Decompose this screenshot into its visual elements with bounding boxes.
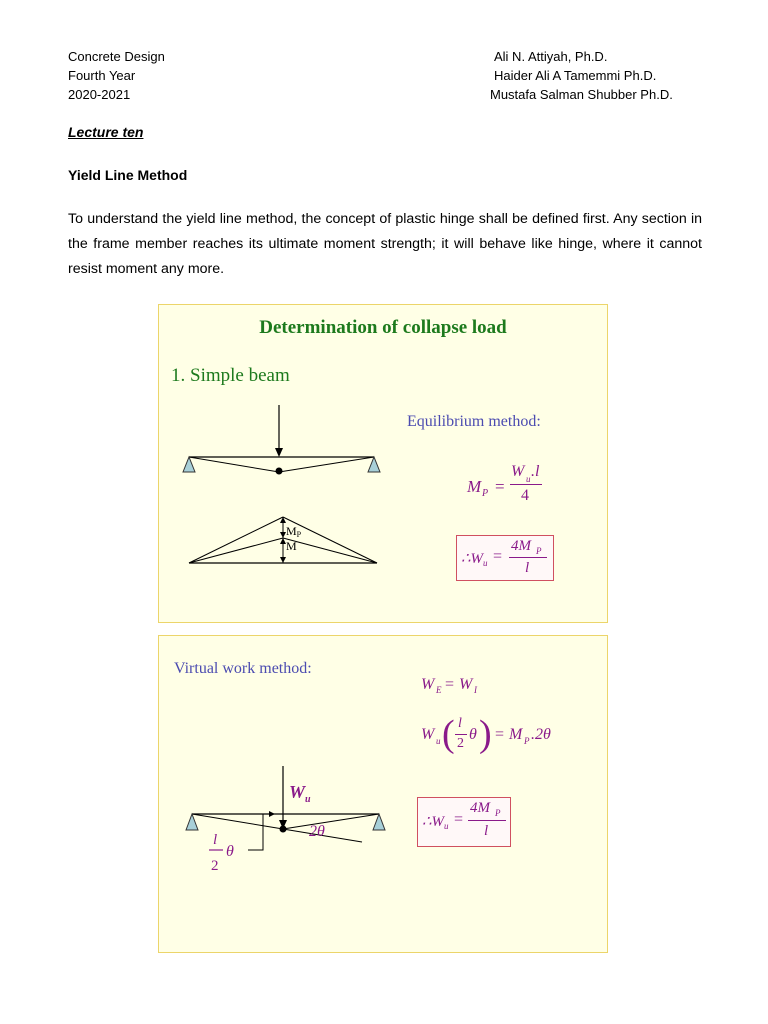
deflected-right xyxy=(283,814,379,829)
left-support-icon xyxy=(183,457,195,472)
left-support-icon xyxy=(186,814,198,830)
slide-collapse-load xyxy=(158,304,608,623)
mp-left xyxy=(189,517,283,563)
right-support-icon xyxy=(373,814,385,830)
deflected-left xyxy=(189,457,279,472)
academic-year: 2020-2021 xyxy=(68,87,131,102)
mp-right xyxy=(283,517,377,563)
lecture-title: Lecture ten xyxy=(68,124,144,140)
right-support-icon xyxy=(368,457,380,472)
m-right xyxy=(283,538,377,563)
course-year: Fourth Year xyxy=(68,68,136,83)
author-1: Ali N. Attiyah, Ph.D. xyxy=(494,49,608,64)
mp-label: MP xyxy=(286,524,302,539)
angle-label: 2θ xyxy=(309,823,325,840)
equation-mp: M P = W u .l 4 xyxy=(465,463,555,513)
plastic-hinge xyxy=(280,826,287,833)
slide-subtitle: 1. Simple beam xyxy=(171,365,290,386)
rotation-numerator: l xyxy=(213,832,218,848)
equation-work-balance: W E = W I xyxy=(421,676,477,695)
m-left xyxy=(189,538,283,563)
deflected-right xyxy=(279,457,374,472)
m-label: M xyxy=(286,539,297,553)
author-3: Mustafa Salman Shubber Ph.D. xyxy=(490,87,673,102)
author-2: Haider Ali A Tamemmi Ph.D. xyxy=(494,68,657,83)
load-arrow-head xyxy=(275,448,283,457)
equation-collapse-load-box: ∴W u = 4M P l xyxy=(456,535,554,581)
deflection-leader xyxy=(248,814,273,850)
equation-virtual-work: W u ( l 2 θ ) = M P .2θ xyxy=(421,713,551,755)
slide-title: Determination of collapse load xyxy=(259,317,507,338)
virtual-work-diagram xyxy=(159,636,607,952)
course-name: Concrete Design xyxy=(68,49,165,64)
virtual-work-label: Virtual work method: xyxy=(174,660,312,677)
rotation-theta: θ xyxy=(226,843,234,860)
header-right xyxy=(490,47,673,104)
slide-virtual-work xyxy=(158,635,608,953)
section-title: Yield Line Method xyxy=(68,167,188,183)
header-left xyxy=(68,47,165,104)
load-label: $W_u$ xyxy=(289,782,311,805)
equation-collapse-load-box-2: ∴W u = 4M P l xyxy=(417,797,511,847)
equilibrium-method-label: Equilibrium method: xyxy=(407,413,541,430)
intro-paragraph: To understand the yield line method, the concept of plastic hinge shall be defined first. Any section in the frame member reaches its ultimate moment strength; it will behave like hinge, where it cannot resist moment any more. xyxy=(68,211,702,277)
rotation-denominator: 2 xyxy=(211,858,219,874)
plastic-hinge xyxy=(276,468,283,475)
